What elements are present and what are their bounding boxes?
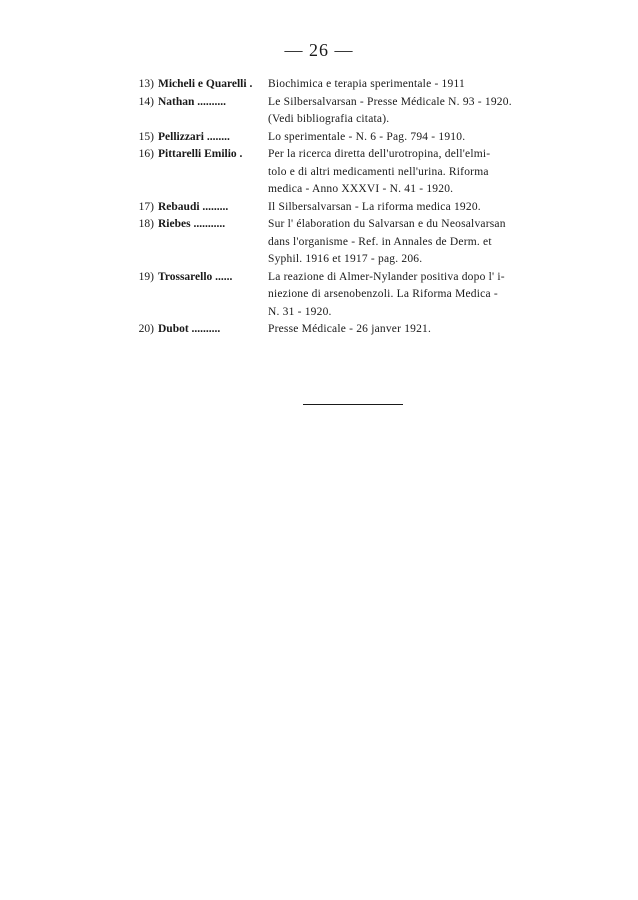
- page-number: — 26 —: [284, 40, 354, 60]
- reference-line: Lo sperimentale - N. 6 - Pag. 794 - 1910.: [268, 130, 466, 143]
- reference-text: [268, 129, 570, 147]
- reference-author: Trossarello ......: [158, 270, 233, 283]
- reference-author: Micheli e Quarelli .: [158, 78, 253, 90]
- reference-author: Rebaudi .........: [158, 200, 229, 213]
- reference-line: Per la ricerca diretta dell'urotropina, dell'elmi-: [268, 148, 491, 160]
- reference-author: Riebes ...........: [158, 218, 226, 230]
- reference-line: Syphil. 1916 et 1917 - pag. 206.: [268, 253, 423, 265]
- reference-number: 17): [138, 200, 154, 213]
- reference-line: medica - Anno XXXVI - N. 41 - 1920.: [268, 183, 454, 195]
- reference-number: 16): [138, 148, 154, 160]
- reference-line: niezione di arsenobenzoli. La Riforma Medica -: [268, 288, 498, 300]
- reference-list: [130, 76, 570, 339]
- reference-text: [268, 269, 570, 322]
- reference-author: Nathan ..........: [158, 95, 227, 108]
- reference-number: 13): [138, 78, 154, 90]
- reference-item: [130, 76, 570, 94]
- reference-line: (Vedi bibliografia citata).: [268, 113, 390, 125]
- reference-line: Biochimica e terapia sperimentale - 1911: [268, 78, 465, 90]
- reference-number: 15): [138, 130, 154, 143]
- reference-text: [268, 216, 570, 269]
- reference-text: [268, 199, 570, 217]
- reference-line: tolo e di altri medicamenti nell'urina. Riforma: [268, 165, 489, 178]
- reference-line: Presse Médicale - 26 janver 1921.: [268, 323, 432, 335]
- reference-line: Il Silbersalvarsan - La riforma medica 1920.: [268, 200, 481, 213]
- reference-item: [130, 94, 570, 129]
- reference-author: Pittarelli Emilio .: [158, 148, 243, 160]
- reference-line: N. 31 - 1920.: [268, 305, 332, 318]
- reference-item: [130, 129, 570, 147]
- reference-number: 20): [138, 323, 154, 335]
- reference-item: [130, 146, 570, 199]
- reference-text: [268, 94, 570, 129]
- reference-number: 18): [138, 218, 154, 230]
- reference-line: dans l'organisme - Ref. in Annales de Derm. et: [268, 235, 492, 248]
- reference-item: [130, 216, 570, 269]
- reference-author: Dubot ..........: [158, 323, 221, 335]
- reference-item: [130, 269, 570, 322]
- reference-line: Le Silbersalvarsan - Presse Médicale N. 93 - 1920.: [268, 95, 512, 108]
- reference-text: [268, 76, 570, 94]
- reference-number: 19): [138, 270, 154, 283]
- reference-text: [268, 146, 570, 199]
- reference-text: [268, 321, 570, 339]
- reference-number: 14): [138, 95, 154, 108]
- reference-line: Sur l' élaboration du Salvarsan e du Neosalvarsan: [268, 218, 506, 230]
- reference-item: [130, 199, 570, 217]
- reference-line: La reazione di Almer-Nylander positiva dopo l' i-: [268, 270, 505, 283]
- reference-item: [130, 321, 570, 339]
- reference-author: Pellizzari ........: [158, 130, 230, 143]
- section-divider: [303, 404, 403, 405]
